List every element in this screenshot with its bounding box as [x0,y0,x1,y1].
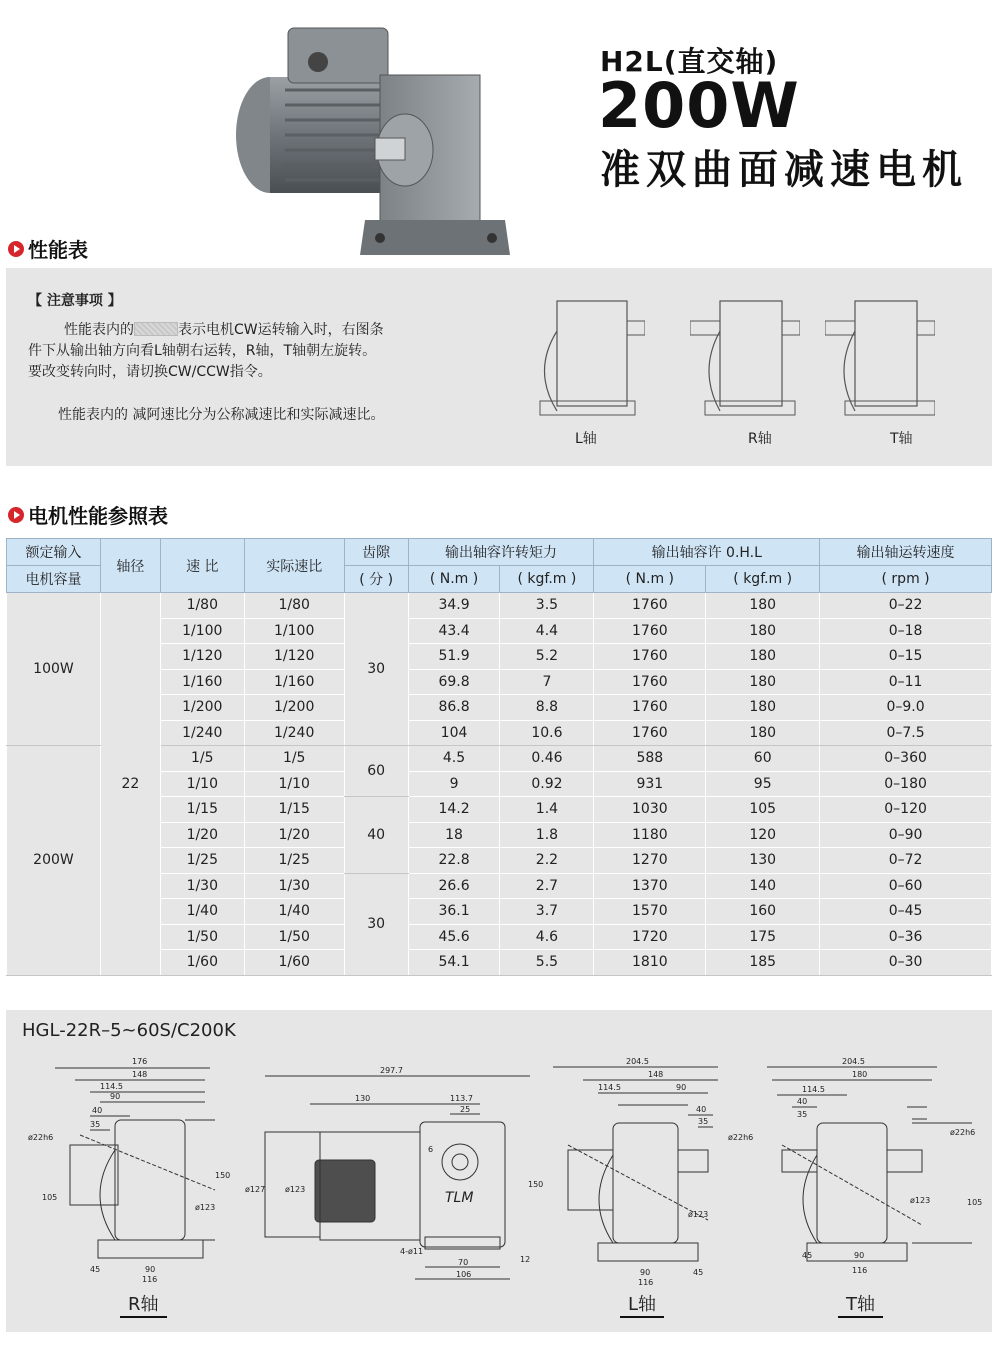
header-ratio: 速 比 [160,539,244,593]
speed-cell: 0–9.0 [820,695,992,721]
ohl-n-cell: 1760 [594,669,706,695]
ohl-n-cell: 1760 [594,695,706,721]
speed-cell: 0–60 [820,873,992,899]
dim-label: 116 [638,1278,654,1285]
actual-ratio-cell: 1/160 [244,669,344,695]
torque-kgf-cell: 1.8 [500,822,594,848]
dim-label: 45 [802,1251,813,1260]
ohl-kgf-cell: 180 [706,618,820,644]
ohl-kgf-cell: 95 [706,771,820,797]
header-backlash-unit: ( 分 ) [344,566,408,593]
dim-label: 204.5 [626,1057,649,1066]
note-1: 性能表内的 表示电机CW运转输入时，右图条件下从输出轴方向看L轴朝右运转，R轴，T轴朝左旋转。要改变转向时，请切换CW/CCW指令。 [28,322,384,380]
dim-label: 148 [132,1070,148,1079]
ratio-cell: 1/60 [160,950,244,976]
dim-label: 150 [528,1180,544,1189]
play-bullet-icon [8,241,24,257]
ratio-cell: 1/20 [160,822,244,848]
speed-cell: 0–18 [820,618,992,644]
speed-cell: 0–45 [820,899,992,925]
torque-nm-cell: 36.1 [408,899,500,925]
backlash-cell: 30 [344,593,408,746]
actual-ratio-cell: 1/60 [244,950,344,976]
t-axis-diagram [825,296,935,421]
ratio-cell: 1/100 [160,618,244,644]
torque-nm-cell: 14.2 [408,797,500,823]
dim-label: 116 [142,1275,158,1284]
speed-cell: 0–22 [820,593,992,619]
dim-label: 130 [355,1094,371,1103]
torque-kgf-cell: 10.6 [500,720,594,746]
ohl-kgf-cell: 180 [706,695,820,721]
dim-label: 90 [110,1092,121,1101]
ratio-cell: 1/50 [160,924,244,950]
capacity-cell: 100W [7,593,101,746]
ohl-n-cell: 1810 [594,950,706,976]
ohl-n-cell: 1570 [594,899,706,925]
header-motor-capacity: 电机容量 [7,566,101,593]
dim-label: 105 [42,1193,58,1202]
ohl-kgf-cell: 60 [706,746,820,772]
header-ohl-n: ( N.m ) [594,566,706,593]
note-2: 性能表内的 减阿速比分为公称减速比和实际减速比。 [58,407,385,423]
gear-motor-photo [230,20,520,265]
section-heading-performance [8,234,88,263]
ratio-cell: 1/120 [160,644,244,670]
ohl-n-cell: 931 [594,771,706,797]
dim-label: ø123 [285,1185,306,1194]
ratio-cell: 1/30 [160,873,244,899]
dim-label: 40 [92,1106,103,1115]
section-heading-table [8,500,168,529]
torque-nm-cell: 26.6 [408,873,500,899]
speed-cell: 0–180 [820,771,992,797]
dim-label: 204.5 [842,1057,865,1066]
ohl-kgf-cell: 140 [706,873,820,899]
speed-cell: 0–360 [820,746,992,772]
nameplate-logo: TLM [445,1190,474,1206]
torque-kgf-cell: 4.4 [500,618,594,644]
model-code: HGL-22R–5~60S/C200K [22,1020,236,1041]
torque-nm-cell: 18 [408,822,500,848]
dim-label: ø123 [688,1210,709,1219]
actual-ratio-cell: 1/5 [244,746,344,772]
header-torque-nm: ( N.m ) [408,566,500,593]
torque-kgf-cell: 8.8 [500,695,594,721]
actual-ratio-cell: 1/20 [244,822,344,848]
ohl-n-cell: 1760 [594,618,706,644]
dim-label: 297.7 [380,1066,403,1075]
capacity-cell: 200W [7,746,101,976]
section-heading-text: 性能表 [28,238,88,262]
header-backlash: 齿隙 [344,539,408,566]
torque-kgf-cell: 0.46 [500,746,594,772]
actual-ratio-cell: 1/120 [244,644,344,670]
backlash-cell: 40 [344,797,408,874]
torque-kgf-cell: 3.7 [500,899,594,925]
header-rated-input: 额定输入 [7,539,101,566]
dim-label: ø123 [910,1196,931,1205]
header-torque-kgf: ( kgf.m ) [500,566,594,593]
torque-kgf-cell: 7 [500,669,594,695]
header-torque: 输出轴容许转矩力 [408,539,594,566]
power-rating-title: 200W [598,69,800,142]
dim-label: 35 [698,1117,709,1126]
header-actual-ratio: 实际速比 [244,539,344,593]
speed-cell: 0–11 [820,669,992,695]
ratio-cell: 1/25 [160,848,244,874]
dim-label: 176 [132,1057,148,1066]
dim-label: 35 [90,1120,101,1129]
ratio-cell: 1/200 [160,695,244,721]
speed-cell: 0–15 [820,644,992,670]
torque-nm-cell: 4.5 [408,746,500,772]
ohl-n-cell: 1270 [594,848,706,874]
speed-cell: 0–7.5 [820,720,992,746]
ohl-n-cell: 1370 [594,873,706,899]
dim-label: 90 [854,1251,865,1260]
ohl-kgf-cell: 130 [706,848,820,874]
t-axis-drawing [762,1055,987,1285]
dim-label: 90 [640,1268,651,1277]
l-axis-drawing-caption: L轴 [620,1290,664,1318]
header-speed: 输出轴运转速度 [820,539,992,566]
product-name-title: 准双曲面减速电机 [600,147,968,193]
torque-nm-cell: 54.1 [408,950,500,976]
dim-label: 114.5 [100,1082,123,1091]
ratio-cell: 1/160 [160,669,244,695]
ratio-cell: 1/40 [160,899,244,925]
ohl-n-cell: 1760 [594,644,706,670]
ohl-n-cell: 588 [594,746,706,772]
shaft-cell: 22 [100,593,160,976]
ohl-n-cell: 1760 [594,593,706,619]
torque-kgf-cell: 2.2 [500,848,594,874]
actual-ratio-cell: 1/50 [244,924,344,950]
torque-kgf-cell: 4.6 [500,924,594,950]
actual-ratio-cell: 1/80 [244,593,344,619]
actual-ratio-cell: 1/25 [244,848,344,874]
speed-cell: 0–90 [820,822,992,848]
front-view-drawing [240,1062,545,1287]
actual-ratio-cell: 1/200 [244,695,344,721]
r-axis-diagram [690,296,800,421]
dim-label: 90 [676,1083,687,1092]
ohl-kgf-cell: 105 [706,797,820,823]
torque-kgf-cell: 3.5 [500,593,594,619]
speed-cell: 0–30 [820,950,992,976]
speed-cell: 0–72 [820,848,992,874]
actual-ratio-cell: 1/40 [244,899,344,925]
t-axis-drawing-caption: T轴 [838,1290,883,1318]
ohl-kgf-cell: 160 [706,899,820,925]
dim-label: 40 [696,1105,707,1114]
dim-label: 25 [460,1105,471,1114]
torque-kgf-cell: 5.5 [500,950,594,976]
dim-label: 114.5 [598,1083,621,1092]
dim-label: 12 [520,1255,531,1264]
dim-label: ø22h6 [950,1128,976,1137]
backlash-cell: 30 [344,873,408,975]
torque-nm-cell: 51.9 [408,644,500,670]
dim-label: 6 [428,1145,434,1154]
dim-label: 116 [852,1266,868,1275]
torque-nm-cell: 104 [408,720,500,746]
l-axis-caption: L轴 [575,431,597,447]
dim-label: 35 [797,1110,808,1119]
dim-label: 40 [797,1097,808,1106]
torque-nm-cell: 69.8 [408,669,500,695]
torque-nm-cell: 86.8 [408,695,500,721]
ratio-cell: 1/80 [160,593,244,619]
table-body [7,593,992,976]
ohl-kgf-cell: 180 [706,593,820,619]
header-ohl: 输出轴容许 0.H.L [594,539,820,566]
dim-label: ø22h6 [28,1133,54,1142]
torque-kgf-cell: 0.92 [500,771,594,797]
torque-kgf-cell: 5.2 [500,644,594,670]
torque-nm-cell: 45.6 [408,924,500,950]
dim-label: 114.5 [802,1085,825,1094]
dim-label: 106 [456,1270,472,1279]
l-axis-diagram [535,296,645,421]
dim-label: 45 [693,1268,704,1277]
ratio-cell: 1/10 [160,771,244,797]
play-bullet-icon [8,507,24,523]
dim-label: 70 [458,1258,469,1267]
dim-label: ø22h6 [728,1133,754,1142]
actual-ratio-cell: 1/240 [244,720,344,746]
dim-label: 4-ø11 [400,1247,424,1256]
ohl-kgf-cell: 180 [706,720,820,746]
ohl-kgf-cell: 120 [706,822,820,848]
torque-nm-cell: 22.8 [408,848,500,874]
dim-label: 105 [967,1198,983,1207]
actual-ratio-cell: 1/15 [244,797,344,823]
l-axis-drawing [548,1055,758,1285]
motor-performance-table [6,538,992,976]
actual-ratio-cell: 1/100 [244,618,344,644]
torque-kgf-cell: 1.4 [500,797,594,823]
section-heading-text: 电机性能参照表 [28,504,168,528]
ohl-kgf-cell: 180 [706,644,820,670]
r-axis-drawing [20,1050,235,1285]
ohl-n-cell: 1720 [594,924,706,950]
dim-label: ø127 [245,1185,266,1194]
dim-label: 45 [90,1265,101,1274]
header-ohl-kgf: ( kgf.m ) [706,566,820,593]
dim-label: 180 [852,1070,868,1079]
ratio-cell: 1/5 [160,746,244,772]
torque-nm-cell: 43.4 [408,618,500,644]
ratio-cell: 1/240 [160,720,244,746]
table-row [7,593,992,619]
r-axis-drawing-caption: R轴 [120,1290,167,1318]
ohl-kgf-cell: 180 [706,669,820,695]
actual-ratio-cell: 1/30 [244,873,344,899]
backlash-cell: 60 [344,746,408,797]
ohl-n-cell: 1180 [594,822,706,848]
ohl-kgf-cell: 185 [706,950,820,976]
speed-cell: 0–36 [820,924,992,950]
t-axis-caption: T轴 [890,431,913,447]
torque-nm-cell: 34.9 [408,593,500,619]
dim-label: 113.7 [450,1094,473,1103]
dim-label: ø123 [195,1203,216,1212]
speed-cell: 0–120 [820,797,992,823]
ohl-kgf-cell: 175 [706,924,820,950]
dim-label: 90 [145,1265,156,1274]
torque-kgf-cell: 2.7 [500,873,594,899]
torque-nm-cell: 9 [408,771,500,797]
shaded-cell-swatch [134,322,178,336]
header-speed-unit: ( rpm ) [820,566,992,593]
r-axis-caption: R轴 [748,431,772,447]
notes-title: 【 注意事项 】 [28,293,122,309]
dim-label: 150 [215,1171,231,1180]
ohl-n-cell: 1760 [594,720,706,746]
ohl-n-cell: 1030 [594,797,706,823]
actual-ratio-cell: 1/10 [244,771,344,797]
dim-label: 148 [648,1070,664,1079]
product-series-title: H2L(直交轴) [600,45,779,78]
header-shaft-dia: 轴径 [100,539,160,593]
ratio-cell: 1/15 [160,797,244,823]
